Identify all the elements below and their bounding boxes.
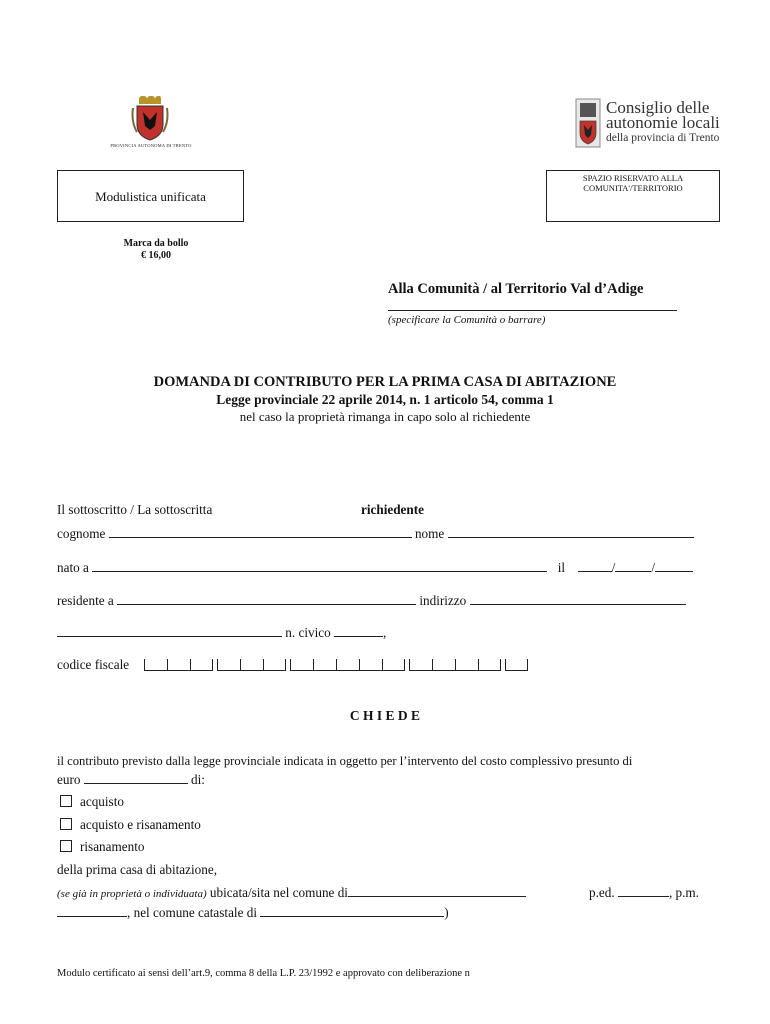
document-title: DOMANDA DI CONTRIBUTO PER LA PRIMA CASA DI ABITAZIONE [153,374,617,390]
comune-field[interactable] [348,885,526,897]
euro-row [57,772,205,788]
euro-label: euro [57,772,81,787]
acquisto-risanamento-checkbox[interactable] [60,818,72,830]
modulistica-box [57,170,244,222]
cognome-field[interactable] [109,526,412,538]
coat-of-arms-icon [105,96,197,142]
intro-text: il contributo previsto dalla legge provinciale indicata in oggetto per l’intervento del costo complessivo presunto di [57,754,633,768]
nome-label: nome [414,526,445,541]
indirizzo-label: indirizzo [419,593,467,608]
residente-row [57,593,686,609]
acquisto-checkbox[interactable] [60,795,72,807]
ped-field[interactable] [618,885,669,897]
consiglio-logo-line2: autonomie locali [606,113,720,132]
n-civico-label: n. civico [285,625,331,640]
modulistica-label: Modulistica unificata [95,189,206,204]
acquisto-risanamento-label: acquisto e risanamento [80,817,201,832]
riservato-line2: COMUNITA'/TERRITORIO [583,183,683,193]
risanamento-checkbox[interactable] [60,840,72,852]
n-civico-field[interactable] [334,625,383,637]
ped-row [589,885,699,901]
prima-casa-text: della prima casa di abitazione, [57,862,218,877]
option-risanamento[interactable] [60,839,144,855]
risanamento-label: risanamento [80,839,145,854]
sottoscritto-label: Il sottoscritto / La sottoscritta [57,502,213,517]
ubicata-label: ubicata/sita nel comune di [209,885,348,900]
recipient-hint: (specificare la Comunità o barrare) [388,314,546,326]
nato-a-field[interactable] [92,560,547,572]
consiglio-emblem-icon [574,97,602,149]
civico-row: n. civico , [57,625,386,641]
consiglio-logo [574,97,720,153]
codice-fiscale-row [57,657,528,673]
title-note: nel caso la proprietà rimanga in capo solo al richiedente [239,409,531,424]
riservato-line1: SPAZIO RISERVATO ALLA [582,173,684,183]
acquisto-label: acquisto [80,794,124,809]
codice-fiscale-label: codice fiscale [57,657,130,672]
ubicata-row [57,885,526,901]
consiglio-logo-line3: della provincia di Trento [606,132,720,144]
birth-day-field[interactable] [578,560,612,572]
catastale-row: , nel comune catastale di ) [57,905,449,921]
riservato-box [546,170,720,222]
nato-row: nato a il / / [57,560,693,576]
comune-catastale-field[interactable] [260,905,444,917]
euro-field[interactable] [84,772,188,784]
catastale-label: , nel comune catastale di [127,905,257,920]
indirizzo-cont-field[interactable] [57,625,282,637]
cognome-label: cognome [57,526,106,541]
cognome-row [57,526,694,542]
indirizzo-field[interactable] [470,593,686,605]
codice-fiscale-field[interactable] [144,657,528,672]
richiedente-label: richiedente [361,502,424,517]
ubicata-hint: (se già in proprietà o individuata) [57,888,207,900]
provincia-logo-caption: PROVINCIA AUTONOMA DI TRENTO [110,143,192,148]
residente-a-field[interactable] [117,593,416,605]
birth-month-field[interactable] [615,560,651,572]
residente-a-label: residente a [57,593,114,608]
law-reference: Legge provinciale 22 aprile 2014, n. 1 articolo 54, comma 1 [216,392,554,407]
pm-field[interactable] [57,905,127,917]
chiede-heading: C H I E D E [349,708,421,723]
recipient-blank[interactable] [388,310,677,311]
option-acquisto-risanamento[interactable] [60,817,201,833]
consiglio-logo-line1: Consiglio delle [606,98,710,117]
birth-year-field[interactable] [655,560,693,572]
nome-field[interactable] [448,526,694,538]
di-label: di: [191,772,205,787]
marca-da-bollo [100,238,212,262]
pm-label: , p.m. [668,885,699,900]
bollo-line1: Marca da bollo [123,238,189,249]
nato-a-label: nato a [57,560,89,575]
ped-label: p.ed. [589,885,615,900]
recipient-title: Alla Comunità / al Territorio Val d’Adige [388,281,644,297]
provincia-logo [105,96,197,152]
option-acquisto[interactable] [60,794,124,810]
il-label: il [557,560,566,575]
bollo-amount: € 16,00 [141,250,171,261]
footer-note: Modulo certificato ai sensi dell’art.9, comma 8 della L.P. 23/1992 e approvato con deliberazione n [57,968,470,979]
